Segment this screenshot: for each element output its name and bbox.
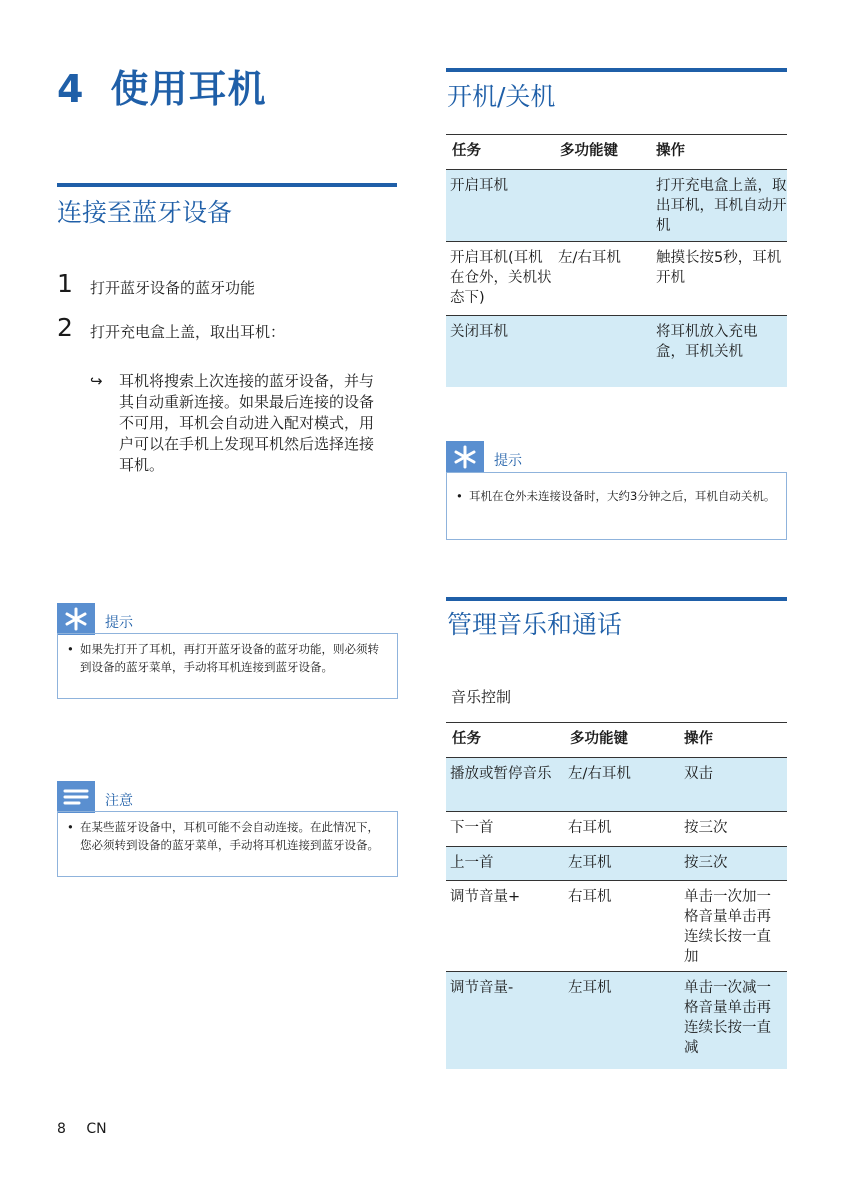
cell-key: 右耳机 — [568, 889, 612, 905]
tip-label: 提示 — [105, 615, 133, 631]
table-row — [446, 811, 787, 846]
cell-action: 单击一次加一格音量单击再连续长按一直加 — [684, 889, 771, 965]
chapter-title: 使用耳机 — [110, 67, 267, 111]
music-table — [446, 722, 787, 1069]
header-task: 任务 — [452, 731, 481, 747]
section-title-power: 开机/关机 — [447, 82, 556, 111]
tip-text: 耳机在仓外未连接设备时，大约3分钟之后，耳机自动关机。 — [469, 489, 776, 503]
section-title-connect: 连接至蓝牙设备 — [57, 198, 233, 227]
cell-task: 上一首 — [450, 855, 494, 871]
cell-task: 下一首 — [450, 820, 494, 836]
tip-box — [446, 472, 787, 540]
cell-task: 开启耳机 — [450, 178, 508, 194]
cell-action: 双击 — [684, 766, 713, 782]
page-footer — [57, 1121, 107, 1137]
note-text: 在某些蓝牙设备中，耳机可能不会自动连接。在此情况下，您必须转到设备的蓝牙菜单，手动将耳机连接到蓝牙设备。 — [80, 820, 379, 852]
section-rule — [446, 597, 787, 601]
bullet: • — [456, 489, 463, 503]
result-text: 耳机将搜索上次连接的蓝牙设备，并与其自动重新连接。如果最后连接的设备不可用，耳机会自动进入配对模式，用户可以在手机上发现耳机然后选择连接耳机。 — [119, 372, 375, 474]
table-row — [446, 971, 787, 1069]
step-1 — [57, 269, 397, 301]
cell-action: 按三次 — [684, 820, 728, 836]
table-row — [446, 315, 787, 387]
header-task: 任务 — [452, 143, 481, 159]
step-2 — [57, 313, 397, 345]
table-row — [446, 241, 787, 315]
cell-action: 触摸长按5秒，耳机开机 — [656, 250, 782, 286]
section-title-music: 管理音乐和通话 — [447, 610, 623, 639]
bullet: • — [67, 642, 74, 656]
step-number: 1 — [57, 269, 73, 298]
cell-task: 播放或暂停音乐 — [450, 766, 552, 782]
step-number: 2 — [57, 313, 73, 342]
step-text: 打开充电盒上盖，取出耳机： — [90, 323, 286, 341]
cell-key: 左/右耳机 — [568, 766, 631, 782]
step-result — [90, 371, 390, 481]
cell-task: 关闭耳机 — [450, 324, 508, 340]
cell-key: 右耳机 — [568, 820, 612, 836]
asterisk-tip-icon — [57, 603, 95, 635]
cell-action: 打开充电盒上盖，取出耳机，耳机自动开机 — [656, 178, 787, 234]
cell-action: 按三次 — [684, 855, 728, 871]
cell-action: 将耳机放入充电盒，耳机关机 — [656, 324, 758, 360]
result-arrow-icon: ↪ — [90, 372, 103, 390]
cell-task: 调节音量+ — [450, 889, 521, 905]
note-box — [57, 811, 398, 877]
note-label: 注意 — [105, 793, 133, 809]
header-key: 多功能键 — [560, 143, 618, 159]
cell-key: 左/右耳机 — [558, 250, 621, 266]
header-action: 操作 — [656, 143, 685, 159]
header-key: 多功能键 — [570, 731, 628, 747]
table-row — [446, 757, 787, 811]
tip-header — [446, 441, 787, 473]
tip-box — [57, 633, 398, 699]
section-rule — [57, 183, 397, 187]
power-table — [446, 134, 787, 387]
cell-action: 单击一次减一格音量单击再连续长按一直减 — [684, 980, 771, 1056]
language-code: CN — [86, 1121, 107, 1137]
note-header — [57, 781, 397, 813]
table-row — [446, 169, 787, 241]
tip-label: 提示 — [494, 453, 522, 469]
chapter-number: 4 — [57, 67, 85, 111]
cell-task: 调节音量- — [450, 980, 514, 996]
table-row — [446, 880, 787, 971]
bullet: • — [67, 820, 74, 834]
cell-key: 左耳机 — [568, 855, 612, 871]
chapter-heading — [57, 58, 266, 113]
asterisk-tip-icon — [446, 441, 484, 473]
table-header-row — [446, 135, 787, 169]
section-rule — [446, 68, 787, 72]
step-text: 打开蓝牙设备的蓝牙功能 — [90, 279, 256, 297]
header-action: 操作 — [684, 731, 713, 747]
tip-header — [57, 603, 397, 635]
table-header-row — [446, 723, 787, 757]
cell-key: 左耳机 — [568, 980, 612, 996]
note-lines-icon — [57, 781, 95, 813]
page-number: 8 — [57, 1121, 66, 1137]
cell-task: 开启耳机(耳机在仓外，关机状态下) — [450, 250, 552, 306]
music-subtitle: 音乐控制 — [451, 688, 512, 706]
tip-text: 如果先打开了耳机，再打开蓝牙设备的蓝牙功能，则必须转到设备的蓝牙菜单，手动将耳机连接到蓝牙设备。 — [80, 642, 379, 674]
table-row — [446, 846, 787, 880]
